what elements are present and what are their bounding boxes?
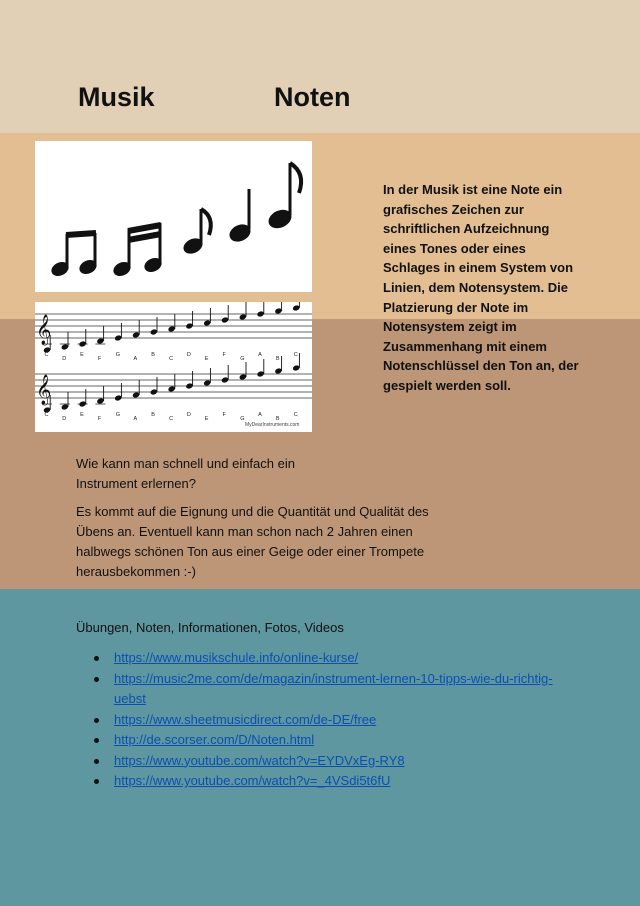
bullet-icon (94, 656, 99, 661)
bullet-icon (94, 759, 99, 764)
note-letter: G (115, 352, 120, 358)
note-letter: F (222, 352, 226, 358)
music-notes-icon (35, 141, 312, 292)
link-music2me[interactable]: https://music2me.com/de/magazin/instrument-lernen-10-tipps-wie-du-richtig-uebst (114, 670, 553, 706)
note-letter: D (186, 412, 191, 418)
staff-credit: MyDearInstruments.com (245, 422, 300, 428)
note-letter: E (204, 416, 209, 422)
note-letter: C (44, 352, 49, 358)
link-scorser[interactable]: http://de.scorser.com/D/Noten.html (114, 732, 315, 747)
links-heading: Übungen, Noten, Informationen, Fotos, Videos (76, 620, 344, 635)
bullet-icon (94, 718, 99, 723)
note-letter: D (62, 356, 67, 362)
list-item (76, 710, 576, 731)
page-title-musik: Musik (78, 82, 155, 112)
music-staff-icon (35, 302, 312, 432)
treble-clef-icon: 𝄞 (36, 315, 52, 345)
note-letter: C (169, 416, 174, 422)
list-item (76, 648, 576, 669)
list-item (76, 669, 576, 710)
note-letter: G (240, 356, 245, 362)
note-letter: B (151, 412, 155, 418)
note-letter: A (133, 356, 138, 362)
note-letter: G (115, 412, 120, 418)
music-notes-image (35, 141, 312, 292)
link-musikschule[interactable]: https://www.musikschule.info/online-kurse/ (114, 650, 359, 665)
list-item (76, 751, 576, 772)
note-letter: E (80, 412, 84, 418)
note-letter: C (44, 412, 49, 418)
list-item (76, 771, 576, 792)
note-letter: E (80, 352, 84, 358)
question-text: Wie kann man schnell und einfach ein Instrument erlernen? (76, 456, 295, 491)
header-band (0, 0, 640, 133)
note-letter: F (97, 356, 102, 362)
note-letter: A (258, 412, 262, 418)
note-letter: B (275, 416, 280, 422)
links-list (76, 648, 576, 792)
list-item (76, 730, 576, 751)
bullet-icon (94, 779, 99, 784)
note-letter: B (275, 356, 280, 362)
intro-paragraph: In der Musik ist eine Note ein grafisches Zeichen zur schriftlichen Aufzeichnung eines Tones oder eines Schlages in einem System von Linien, dem Notensystem. Die Platzierung der Note im Notensystem zeigt im Zusammenhang mit einem Notenschlüssel den Ton an, der gespielt werden soll. (383, 182, 579, 393)
note-letter: A (133, 416, 138, 422)
link-youtube-1[interactable]: https://www.youtube.com/watch?v=EYDVxEg-RY8 (114, 752, 405, 768)
note-letter: E (204, 356, 209, 362)
treble-clef-icon: 𝄞 (36, 375, 52, 405)
note-letter: B (151, 352, 155, 358)
note-letter: D (186, 352, 191, 358)
note-letter: F (222, 412, 226, 418)
answer-text: Es kommt auf die Eignung und die Quantität und Qualität des Übens an. Eventuell kann man schon nach 2 Jahren einen halbwegs schönen Ton aus einer Geige oder einer Trompete herausbekommen :-) (76, 504, 429, 579)
note-letter: A (258, 352, 262, 358)
note-letter: F (97, 416, 102, 422)
link-sheetmusicdirect[interactable]: https://www.sheetmusicdirect.com/de-DE/free (114, 711, 377, 727)
music-staff-image (35, 302, 312, 432)
bullet-icon (94, 738, 99, 743)
bullet-icon (94, 677, 99, 682)
note-letter: G (240, 416, 245, 422)
page-title-noten: Noten (274, 82, 351, 112)
note-letter: C (169, 356, 174, 362)
link-youtube-2[interactable]: https://www.youtube.com/watch?v=_4VSdi5t6fU (114, 773, 391, 788)
note-letter: D (62, 416, 67, 422)
note-letter: C (293, 412, 298, 418)
note-letter: C (293, 352, 298, 358)
